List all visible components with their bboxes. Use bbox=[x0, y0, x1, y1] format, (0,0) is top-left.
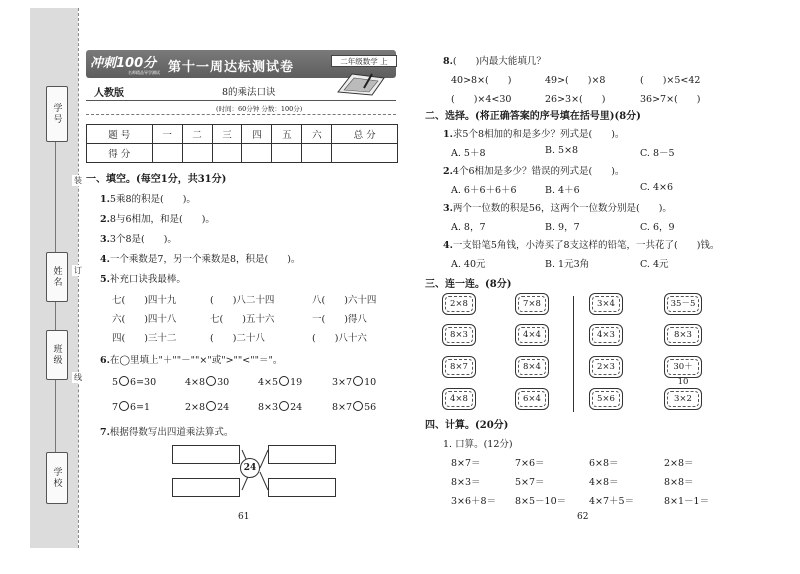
calc-item: 8×5－10＝ bbox=[515, 496, 567, 507]
binding-sidebar bbox=[30, 8, 78, 548]
option[interactable]: B. 5×8 bbox=[545, 145, 579, 156]
match-tile[interactable]: 3×2 bbox=[664, 388, 702, 410]
fill-expression: 5 6=30 bbox=[112, 377, 157, 388]
score-table bbox=[86, 124, 398, 163]
target-number-circle: 24 bbox=[240, 458, 260, 478]
rhyme-item: 七( )四十九 bbox=[112, 295, 177, 306]
question bbox=[100, 352, 282, 366]
table-cell: 三 bbox=[212, 125, 242, 144]
option[interactable]: A. 8，7 bbox=[451, 222, 486, 233]
match-tile[interactable]: 8×3 bbox=[664, 324, 702, 346]
table-row bbox=[87, 144, 398, 163]
score-cell[interactable] bbox=[152, 144, 182, 163]
question-text: ( )内最大能填几？ bbox=[452, 56, 546, 67]
edition-label: 人教版 bbox=[94, 88, 124, 99]
fill-expression: 40>8×( ) bbox=[451, 75, 512, 86]
match-tile[interactable]: 35－5 bbox=[664, 293, 702, 315]
question bbox=[100, 271, 186, 285]
page-number: 61 bbox=[238, 512, 250, 522]
option[interactable]: A. 40元 bbox=[451, 259, 486, 270]
question-text: 根据得数写出四道乘法算式。 bbox=[109, 427, 234, 438]
question-number: 4. bbox=[100, 254, 110, 265]
fill-expression: 36>7×( ) bbox=[640, 94, 701, 105]
question: 1.求5个8相加的和是多少？列式是( )。 bbox=[443, 129, 625, 140]
table-cell: 四 bbox=[242, 125, 272, 144]
page-subtitle: 8的乘法口诀 bbox=[222, 87, 276, 98]
match-tile[interactable]: 3×4 bbox=[589, 293, 623, 315]
rhyme-item: 六( )四十八 bbox=[112, 314, 177, 325]
option[interactable]: A. 5＋8 bbox=[451, 148, 486, 159]
option[interactable]: B. 1元3角 bbox=[545, 259, 590, 270]
class-field: 班级 bbox=[46, 330, 68, 380]
calc-item: 4×7＋5＝ bbox=[589, 496, 635, 507]
cut-line bbox=[78, 8, 79, 548]
question-number: 3. bbox=[100, 234, 110, 245]
blank-circle[interactable] bbox=[279, 376, 289, 386]
answer-box[interactable] bbox=[268, 445, 336, 464]
score-cell[interactable] bbox=[242, 144, 272, 163]
table-cell: 五 bbox=[272, 125, 302, 144]
calc-item: 2×8＝ bbox=[664, 458, 694, 469]
table-cell: 二 bbox=[182, 125, 212, 144]
question bbox=[100, 251, 300, 265]
fill-expression: 8×7 56 bbox=[332, 402, 377, 413]
fill-expression: 4×8 30 bbox=[185, 377, 230, 388]
section-heading: 四、计算。(20分) bbox=[425, 420, 509, 431]
calc-item: 5×7＝ bbox=[515, 477, 545, 488]
question: 3.两个一位数的积是56，这两个一位数分别是( )。 bbox=[443, 203, 672, 214]
rhyme-item: ( )八二十四 bbox=[210, 295, 275, 306]
table-cell: 总 分 bbox=[332, 125, 398, 144]
match-tile[interactable]: 6×4 bbox=[515, 388, 549, 410]
blank-circle[interactable] bbox=[206, 401, 216, 411]
match-tile[interactable]: 2×3 bbox=[589, 356, 623, 378]
match-tile[interactable]: 2×8 bbox=[442, 293, 476, 315]
table-cell: 得 分 bbox=[87, 144, 153, 163]
option[interactable]: B. 4＋6 bbox=[545, 185, 580, 196]
table-row bbox=[87, 125, 398, 144]
cut-mark: 线 bbox=[74, 373, 82, 382]
divider bbox=[86, 100, 396, 101]
fill-expression: 26>3×( ) bbox=[545, 94, 606, 105]
calc-item: 8×7＝ bbox=[451, 458, 481, 469]
rhyme-item: 一( )得八 bbox=[312, 314, 367, 325]
blank-circle[interactable] bbox=[279, 401, 289, 411]
blank-circle[interactable] bbox=[119, 401, 129, 411]
cut-mark: 装 bbox=[74, 176, 82, 185]
question-number: 1. bbox=[100, 194, 110, 205]
question-text: 一个乘数是7，另一个乘数是8，积是( )。 bbox=[109, 254, 301, 265]
fill-expression: 2×8 24 bbox=[185, 402, 230, 413]
section-heading: 三、连一连。(8分) bbox=[425, 279, 512, 290]
table-cell: 一 bbox=[152, 125, 182, 144]
option[interactable]: C. 6，9 bbox=[640, 222, 675, 233]
score-cell[interactable] bbox=[182, 144, 212, 163]
question-number: 8. bbox=[443, 56, 453, 67]
rhyme-item: ( )八十六 bbox=[312, 333, 367, 344]
option[interactable]: C. 4×6 bbox=[640, 182, 674, 193]
question bbox=[100, 424, 233, 438]
question-number: 6. bbox=[100, 355, 110, 366]
table-cell: 六 bbox=[302, 125, 332, 144]
question bbox=[100, 191, 196, 205]
sidebar-line bbox=[55, 142, 56, 252]
option[interactable]: B. 9，7 bbox=[545, 222, 580, 233]
calc-item: 4×8＝ bbox=[589, 477, 619, 488]
match-tile[interactable]: 8×3 bbox=[442, 324, 476, 346]
match-tile[interactable]: 4×3 bbox=[589, 324, 623, 346]
question-text: 8与6相加，和是( )。 bbox=[109, 214, 215, 225]
rhyme-item: 八( )六十四 bbox=[312, 295, 377, 306]
score-cell[interactable] bbox=[332, 144, 398, 163]
fill-expression: ( )×5<42 bbox=[640, 75, 701, 86]
time-score-info: (时间：60分钟 分数：100分) bbox=[216, 105, 303, 113]
question bbox=[100, 211, 215, 225]
question-text: 3个8是( )。 bbox=[109, 234, 177, 245]
fill-expression: 7 6=1 bbox=[112, 402, 151, 413]
match-tile[interactable]: 8×4 bbox=[515, 356, 549, 378]
page-number: 62 bbox=[577, 512, 589, 522]
calc-item: 8×1－1＝ bbox=[664, 496, 710, 507]
match-tile[interactable]: 7×8 bbox=[515, 293, 549, 315]
grade-badge: 二年级数学 上 bbox=[331, 55, 397, 67]
question-number: 5. bbox=[100, 274, 110, 285]
option[interactable]: C. 8－5 bbox=[640, 148, 675, 159]
rhyme-item: 四( )三十二 bbox=[112, 333, 177, 344]
score-cell[interactable] bbox=[302, 144, 332, 163]
fill-expression: 4×5 19 bbox=[258, 377, 303, 388]
question: 2.4个6相加是多少？错误的列式是( )。 bbox=[443, 166, 625, 177]
blank-circle[interactable] bbox=[353, 401, 363, 411]
student-id-field: 学号 bbox=[46, 86, 68, 142]
score-cell[interactable] bbox=[212, 144, 242, 163]
calc-item: 7×6＝ bbox=[515, 458, 545, 469]
blank-circle[interactable] bbox=[119, 376, 129, 386]
answer-box[interactable] bbox=[172, 445, 240, 464]
question bbox=[100, 231, 177, 245]
divider bbox=[86, 114, 396, 115]
question-text: 在◯里填上"＋""－""×"或">""<""＝"。 bbox=[109, 355, 283, 366]
fill-expression: 3×7 10 bbox=[332, 377, 377, 388]
table-cell: 题 号 bbox=[87, 125, 153, 144]
brand-logo: 冲刺100分 bbox=[90, 56, 157, 71]
fill-expression: 8×3 24 bbox=[258, 402, 303, 413]
section-heading: 一、填空。(每空1分，共31分) bbox=[86, 174, 227, 185]
page-title: 第十一周达标测试卷 bbox=[168, 60, 295, 75]
fill-expression: ( )×4<30 bbox=[451, 94, 512, 105]
calc-item: 8×8＝ bbox=[664, 477, 694, 488]
question-text: 5乘8的积是( )。 bbox=[109, 194, 196, 205]
question-text: 补充口诀我最棒。 bbox=[109, 274, 186, 285]
question-number: 7. bbox=[100, 427, 110, 438]
rhyme-item: 七( )五十六 bbox=[210, 314, 275, 325]
option[interactable]: C. 4元 bbox=[640, 259, 669, 270]
answer-box[interactable] bbox=[268, 478, 336, 497]
score-cell[interactable] bbox=[272, 144, 302, 163]
question: 4.一支铅笔5角钱，小涛买了8支这样的铅笔，一共花了( )钱。 bbox=[443, 240, 720, 251]
match-tile[interactable]: 5×6 bbox=[589, 388, 623, 410]
clipboard-illustration bbox=[334, 70, 386, 96]
blank-circle[interactable] bbox=[353, 376, 363, 386]
rhyme-item: ( )二十八 bbox=[210, 333, 265, 344]
section-heading: 二、选择。(将正确答案的序号填在括号里)(8分) bbox=[425, 111, 641, 122]
calc-item: 8×3＝ bbox=[451, 477, 481, 488]
sidebar-line bbox=[55, 302, 56, 330]
sidebar-line bbox=[55, 380, 56, 452]
match-tile[interactable]: 4×4 bbox=[515, 324, 549, 346]
cut-mark: 订 bbox=[74, 266, 82, 275]
sub-heading: 1. 口算。(12分) bbox=[443, 439, 513, 450]
school-field: 学校 bbox=[46, 452, 68, 504]
name-field: 姓名 bbox=[46, 252, 68, 302]
calc-item: 3×6＋8＝ bbox=[451, 496, 497, 507]
brand-logo-subtitle: 名师精品导学测试 bbox=[128, 70, 160, 75]
blank-circle[interactable] bbox=[206, 376, 216, 386]
option[interactable]: A. 6＋6＋6＋6 bbox=[451, 185, 517, 196]
match-tile[interactable]: 8×7 bbox=[442, 356, 476, 378]
fill-expression: 49>( )×8 bbox=[545, 75, 606, 86]
column-divider bbox=[573, 296, 574, 412]
calc-item: 6×8＝ bbox=[589, 458, 619, 469]
match-tile[interactable]: 30＋10 bbox=[664, 356, 702, 378]
question-number: 2. bbox=[100, 214, 110, 225]
answer-box[interactable] bbox=[172, 478, 240, 497]
match-tile[interactable]: 4×8 bbox=[442, 388, 476, 410]
question bbox=[443, 53, 546, 67]
